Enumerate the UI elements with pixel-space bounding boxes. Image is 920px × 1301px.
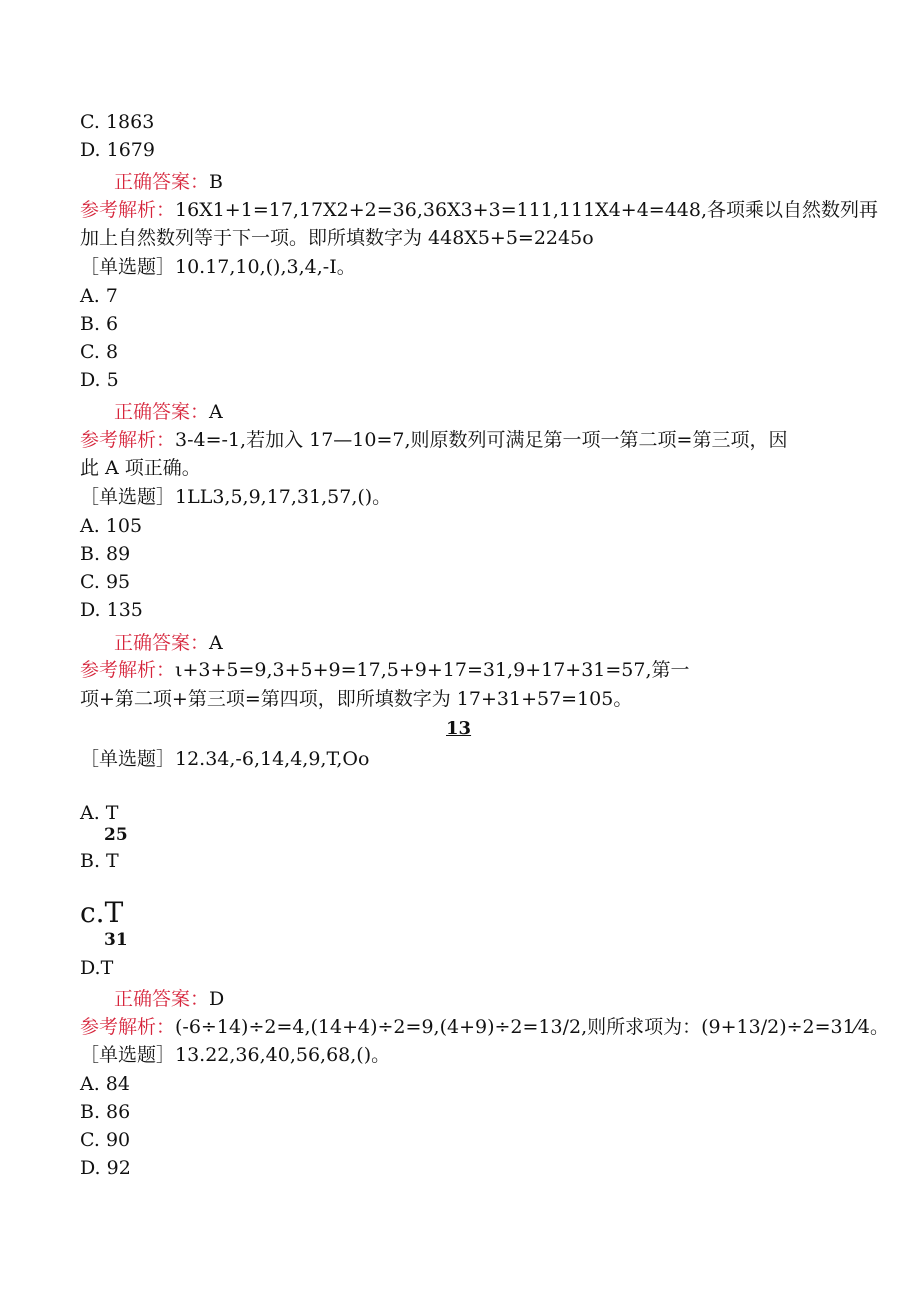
analysis-label: 参考解析：: [80, 1016, 176, 1038]
analysis-line: [80, 657, 690, 683]
option-c: c.T: [80, 896, 124, 929]
analysis-line: [80, 1014, 889, 1040]
analysis-label: 参考解析：: [80, 659, 176, 681]
answer-label: 正确答案：: [114, 171, 210, 193]
answer-value: B: [209, 171, 223, 193]
answer-value: A: [209, 632, 223, 654]
analysis-label: 参考解析：: [80, 429, 176, 451]
fraction-denominator: 25: [104, 825, 128, 845]
answer-label: 正确答案：: [114, 401, 210, 423]
analysis-text: (-6÷14)÷2=4,(14+4)÷2=9,(4+9)÷2=13/2,则所求项为：(9+13/2)÷2=31⁄4。: [175, 1016, 889, 1038]
analysis-line: [80, 197, 878, 223]
fraction-denominator: 31: [104, 930, 128, 950]
option-c: C. 1863: [80, 111, 155, 133]
answer-label: 正确答案：: [114, 988, 210, 1010]
answer-value: A: [209, 401, 223, 423]
option-b: B. 86: [80, 1101, 131, 1123]
answer-line: [114, 399, 223, 425]
option-d: D. 5: [80, 369, 119, 391]
analysis-text-cont: 项+第二项+第三项=第四项，即所填数字为 17+31+57=105。: [80, 688, 633, 710]
answer-line: [114, 986, 224, 1012]
answer-line: [114, 169, 223, 195]
question-stem: ［单选题］1LL3,5,9,17,31,57,()。: [80, 486, 392, 508]
option-d: D. 135: [80, 599, 143, 621]
option-a: A. 84: [80, 1073, 130, 1095]
analysis-text: ι+3+5=9,3+5+9=17,5+9+17=31,9+17+31=57,第一: [175, 659, 690, 681]
option-b: B. 89: [80, 543, 131, 565]
option-b: B. 6: [80, 313, 119, 335]
option-a: A. 7: [80, 285, 118, 307]
option-a: A. T: [80, 802, 119, 824]
analysis-text: 16X1+1=17,17X2+2=36,36X3+3=111,111X4+4=448,各项乘以自然数列再: [175, 199, 879, 221]
answer-line: [114, 630, 223, 656]
option-d: D.T: [80, 957, 114, 979]
question-stem: ［单选题］12.34,-6,14,4,9,T,Oo: [80, 748, 370, 770]
answer-label: 正确答案：: [114, 632, 210, 654]
option-a: A. 105: [80, 515, 143, 537]
option-d: D. 1679: [80, 139, 155, 161]
option-c: C. 90: [80, 1129, 131, 1151]
option-c: C. 95: [80, 571, 131, 593]
analysis-line: [80, 427, 787, 453]
question-stem: ［单选题］13.22,36,40,56,68,()。: [80, 1044, 391, 1066]
analysis-text-cont: 加上自然数列等于下一项。即所填数字为 448X5+5=2245o: [80, 227, 594, 249]
answer-value: D: [209, 988, 225, 1010]
option-b: B. T: [80, 850, 119, 872]
option-d: D. 92: [80, 1157, 131, 1179]
page-number: 13: [446, 718, 472, 739]
option-c: C. 8: [80, 341, 119, 363]
question-stem: ［单选题］10.17,10,(),3,4,-I。: [80, 256, 356, 278]
analysis-label: 参考解析：: [80, 199, 176, 221]
analysis-text: 3-4=-1,若加入 17—10=7,则原数列可满足第一项一第二项=第三项，因: [175, 429, 788, 451]
analysis-text-cont: 此 A 项正确。: [80, 457, 201, 479]
